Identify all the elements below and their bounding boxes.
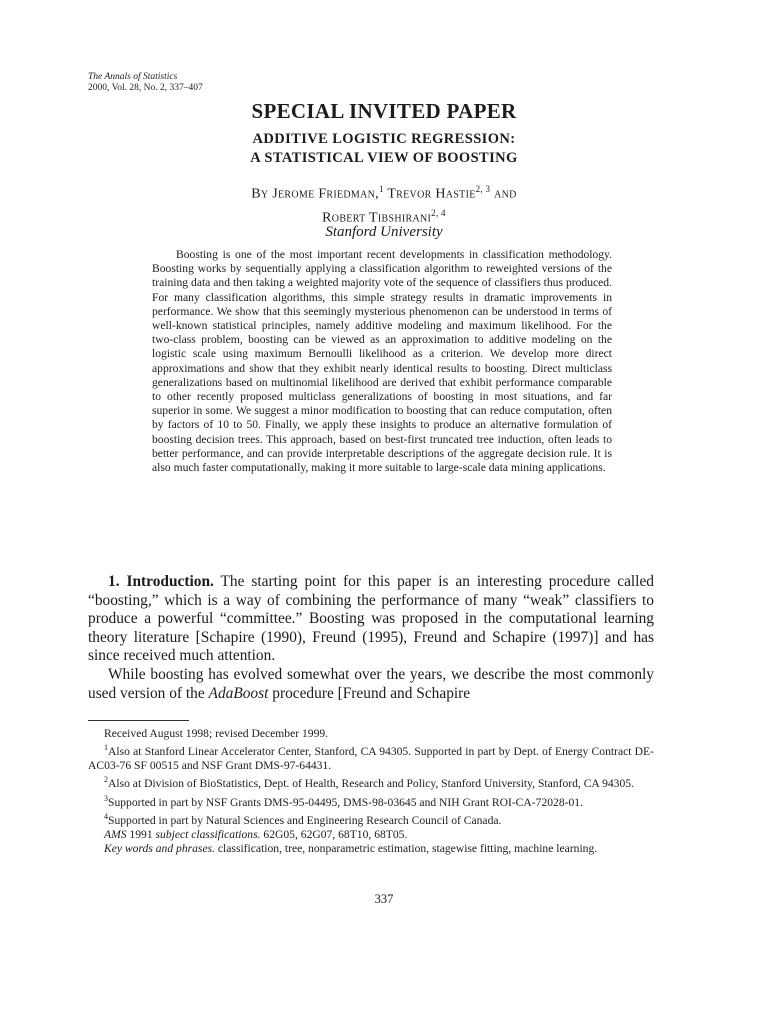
footnote-2 [88,773,654,791]
adaboost-term: AdaBoost [208,684,269,702]
received-note: Received August 1998; revised December 1999. [104,727,329,740]
footnote-3-text: Supported in part by NSF Grants DMS-95-04495, DMS-98-03645 and NIH Grant ROI-CA-72028-01. [108,795,583,809]
footnote-3-mark: 3 [104,793,108,803]
ams-year: 1991 [126,827,156,841]
footnote-2-mark: 2 [104,775,108,785]
intro-paragraph-2 [88,666,654,703]
footnote-1-mark: 1 [104,743,108,753]
journal-info [88,72,203,94]
author-tibshirani-note: 2, 4 [431,207,446,218]
footnote-3 [88,792,654,810]
abstract: Boosting is one of the most important recent developments in classification methodology. Boosting works by sequentially applying a classification algorithm to reweighted versions of the training data and then taking a weighted majority vote of the sequence of classifiers thus produced. For many classification algorithms, this simple strategy results in dramatic improvements in performance. We show that this seemingly mysterious phenomenon can be understood in terms of well-known statistical principles, namely additive modeling and maximum likelihood. For the two-class problem, boosting can be viewed as an approximation to additive modeling on the logistic scale using maximum Bernoulli likelihood as a criterion. We develop more direct approximations and show that they exhibit nearly identical results to boosting. Direct multiclass generalizations based on multinomial likelihood are derived that exhibit performance comparable to other recently proposed multiclass generalizations of boosting in most situations, and far superior in some. We suggest a minor modification to boosting that can reduce computation, often by factors of 10 to 50. Finally, we apply these insights to produce an alternative formulation of boosting decision trees. This approach, based on best-first truncated tree induction, often leads to better performance, and can provide interpretable descriptions of the aggregate decision rule. It is also much faster computationally, making it more suitable to large-scale data mining applications. [152,248,612,475]
intro-text-2a: While boosting has evolved somewhat over the years, we describe the most commonly used version of the [88,665,654,702]
keywords-text: classification, tree, nonparametric estimation, stagewise fitting, machine learning. [215,841,598,855]
author-hastie: Trevor Hastie [383,186,476,202]
footnote-4 [88,810,654,828]
affiliation: Stanford University [325,224,443,240]
footnote-4-text: Supported in part by Natural Sciences and Engineering Research Council of Canada. [108,813,502,827]
intro-paragraph-1 [88,573,654,666]
footnote-1-text: Also at Stanford Linear Accelerator Center, Stanford, CA 94305. Supported in part by Dept. of Energy Contract DE-AC03-76 SF 00515 and NSF Grant DMS-97-64431. [88,745,654,773]
author-and: and [490,186,517,202]
author-list [0,180,768,227]
footnote-1 [88,741,654,773]
title-line-2: A STATISTICAL VIEW OF BOOSTING [250,150,518,166]
special-invited-heading: SPECIAL INVITED PAPER [251,99,517,123]
journal-volume: 2000, Vol. 28, No. 2, 337–407 [88,83,203,93]
author-friedman: Jerome Friedman, [272,186,379,202]
author-friedman-note: 1 [378,184,384,194]
ams-label: AMS [104,827,127,841]
journal-name: The Annals of Statistics [88,72,178,82]
author-tibshirani: Robert Tibshirani [322,210,432,226]
author-by: By [251,186,273,202]
introduction-section [88,573,654,703]
intro-text-2b: procedure [Freund and Schapire [268,684,471,702]
intro-text-1: The starting point for this paper is an interesting procedure called “boosting,” which is a way of combining the performance of many “weak” classifiers to produce a powerful “committee.” Boosting was proposed in the computational learning theory literature [Schapire (1990), Freund (1995), Freund and Schapire (1997)] and has since received much attention. [88,573,654,665]
keywords-label: Key words and phrases. [104,841,216,855]
title-line-1: ADDITIVE LOGISTIC REGRESSION: [252,131,516,147]
author-line-1 [0,180,768,204]
footnote-divider [88,720,189,721]
ams-subject-label: subject classifications. [155,827,261,841]
footnotes [88,727,654,856]
ams-codes: 62G05, 62G07, 68T10, 68T05. [260,827,408,841]
footnote-2-text: Also at Division of BioStatistics, Dept. of Health, Research and Policy, Stanford University, Stanford, CA 94305. [108,777,634,791]
page-number: 337 [374,892,394,906]
footnote-4-mark: 4 [104,811,108,821]
section-heading: 1. Introduction. [108,573,214,590]
paper-title [0,130,768,168]
keywords [88,842,654,856]
ams-classification [88,828,654,842]
author-hastie-note: 2, 3 [475,184,491,194]
